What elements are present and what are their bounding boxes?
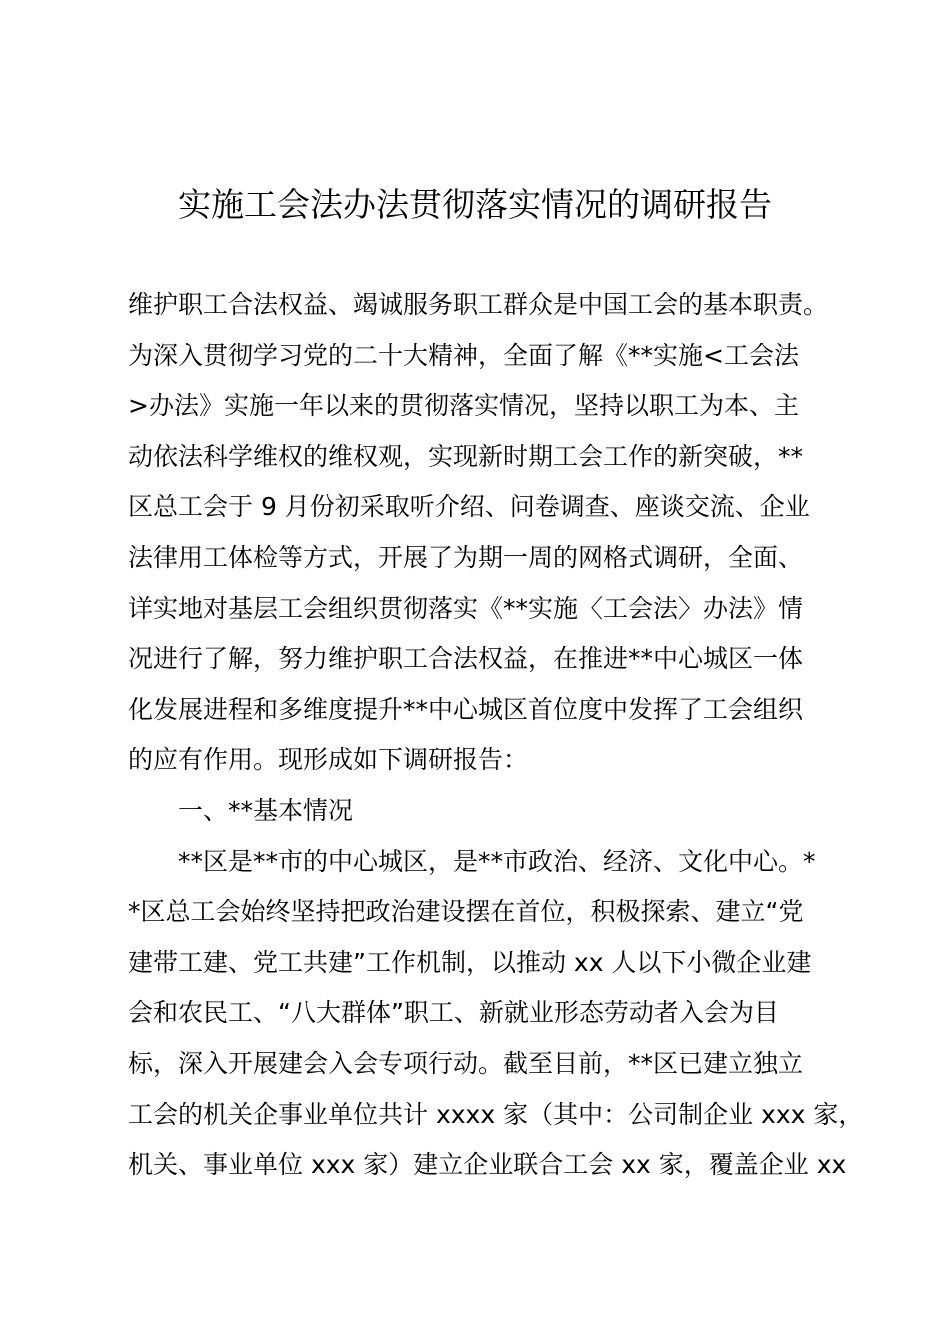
- body-line: 况进行了解，努力维护职工合法权益，在推进**中心城区一体: [128, 644, 804, 674]
- body-line: 的应有作用。现形成如下调研报告：: [128, 745, 529, 775]
- document-title: 实施工会法办法贯彻落实情况的调研报告: [178, 185, 772, 224]
- document-body: [128, 280, 868, 1191]
- body-line: 标，深入开展建会入会专项行动。截至目前，**区已建立独立: [128, 1048, 804, 1078]
- section-heading: 一、**基本情况: [178, 795, 354, 825]
- body-line: 机关、事业单位 xxx 家）建立企业联合工会 xx 家，覆盖企业 xx: [128, 1150, 847, 1180]
- body-line: *区总工会始终坚持把政治建设摆在首位，积极探索、建立“党: [128, 897, 804, 927]
- body-line: **区是**市的中心城区，是**市政治、经济、文化中心。*: [178, 846, 816, 876]
- body-line: 建带工建、党工共建”工作机制，以推动 xx 人以下小微企业建: [128, 947, 812, 977]
- body-line: 工会的机关企事业单位共计 xxxx 家（其中：公司制企业 xxx 家，: [128, 1099, 864, 1129]
- body-line: 区总工会于 9 月份初采取听介绍、问卷调查、座谈交流、企业: [128, 492, 810, 522]
- body-line: 会和农民工、“八大群体”职工、新就业形态劳动者入会为目: [128, 998, 779, 1028]
- body-line: >办法》实施一年以来的贯彻落实情况，坚持以职工为本、主: [128, 391, 799, 421]
- body-line: 法律用工体检等方式，开展了为期一周的网格式调研，全面、: [128, 542, 804, 572]
- body-line: 为深入贯彻学习党的二十大精神，全面了解《**实施<工会法: [128, 340, 799, 370]
- body-line: 详实地对基层工会组织贯彻落实《**实施〈工会法〉办法》情: [128, 593, 804, 623]
- body-line: 动依法科学维权的维权观，实现新时期工会工作的新突破，**: [128, 441, 804, 471]
- body-line: 维护职工合法权益、竭诚服务职工群众是中国工会的基本职责。: [128, 290, 829, 319]
- body-line: 化发展进程和多维度提升**中心城区首位度中发挥了工会组织: [128, 694, 804, 724]
